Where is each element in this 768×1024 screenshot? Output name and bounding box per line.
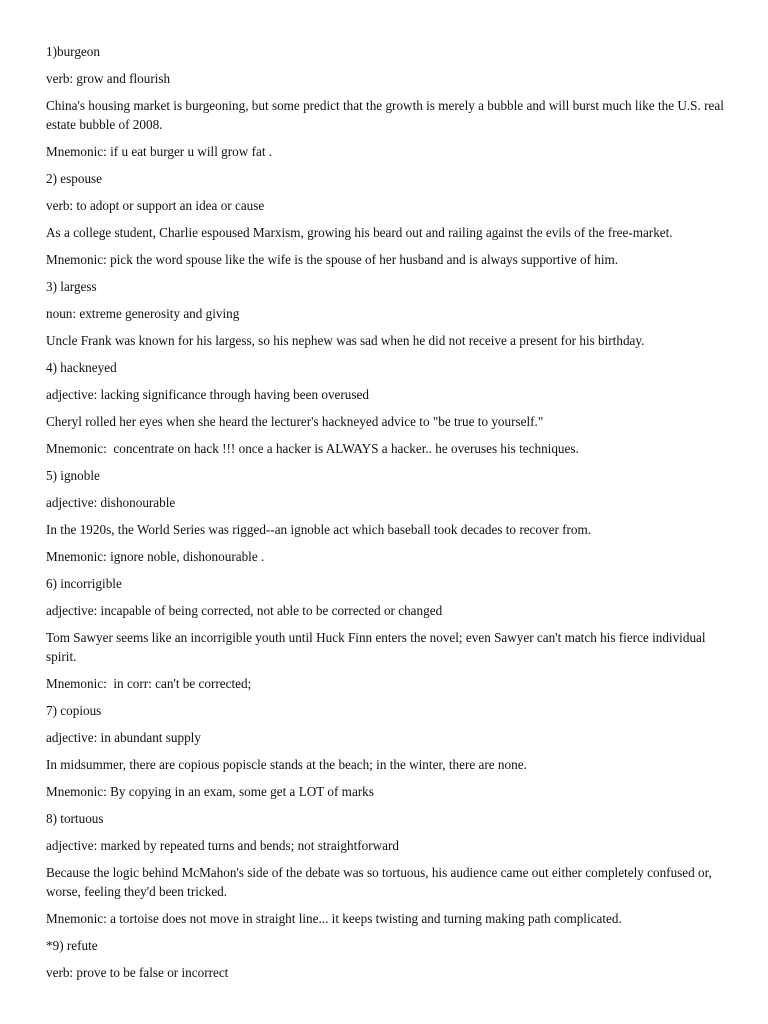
paragraph: verb: grow and flourish <box>46 71 171 86</box>
paragraph: In midsummer, there are copious popiscle stands at the beach; in the winter, there are none. <box>46 757 527 772</box>
paragraph: verb: prove to be false or incorrect <box>46 965 229 980</box>
paragraph: adjective: incapable of being corrected, not able to be corrected or changed <box>46 603 443 618</box>
paragraph: Mnemonic: concentrate on hack !!! once a hacker is ALWAYS a hacker.. he overuses his techniques. <box>46 441 579 456</box>
paragraph: 7) copious <box>46 703 102 718</box>
paragraph: adjective: dishonourable <box>46 495 176 510</box>
paragraph: Mnemonic: By copying in an exam, some get a LOT of marks <box>46 784 374 799</box>
paragraph: As a college student, Charlie espoused Marxism, growing his beard out and railing against the evils of the free-market. <box>46 225 673 240</box>
paragraph: China's housing market is burgeoning, but some predict that the growth is merely a bubble and will burst much like the U.S. real estate bubble of 2008. <box>46 98 728 132</box>
paragraph: Mnemonic: a tortoise does not move in straight line... it keeps twisting and turning making path complicated. <box>46 911 622 926</box>
paragraph: Mnemonic: in corr: can't be corrected; <box>46 676 252 691</box>
paragraph: Because the logic behind McMahon's side of the debate was so tortuous, his audience came out either completely confused or, worse, feeling they'd been tricked. <box>46 865 716 899</box>
paragraph: verb: to adopt or support an idea or cause <box>46 198 265 213</box>
paragraph: In the 1920s, the World Series was rigged--an ignoble act which baseball took decades to recover from. <box>46 522 592 537</box>
paragraph: 6) incorrigible <box>46 576 122 591</box>
paragraph: adjective: marked by repeated turns and bends; not straightforward <box>46 838 400 853</box>
paragraph: 4) hackneyed <box>46 360 117 375</box>
paragraph: adjective: lacking significance through having been overused <box>46 387 369 402</box>
paragraph: adjective: in abundant supply <box>46 730 201 745</box>
paragraph: Tom Sawyer seems like an incorrigible youth until Huck Finn enters the novel; even Sawyer can't match his fierce individual spirit. <box>46 630 709 664</box>
paragraph: Mnemonic: ignore noble, dishonourable . <box>46 549 265 564</box>
paragraph: 3) largess <box>46 279 97 294</box>
paragraph: Mnemonic: pick the word spouse like the wife is the spouse of her husband and is always supportive of him. <box>46 252 619 267</box>
paragraph: noun: extreme generosity and giving <box>46 306 240 321</box>
paragraph: 8) tortuous <box>46 811 104 826</box>
paragraph: Uncle Frank was known for his largess, so his nephew was sad when he did not receive a present for his birthday. <box>46 333 645 348</box>
paragraph: Cheryl rolled her eyes when she heard the lecturer's hackneyed advice to "be true to yourself." <box>46 414 544 429</box>
paragraph: 2) espouse <box>46 171 103 186</box>
paragraph: *9) refute <box>46 938 98 953</box>
paragraph: 1)burgeon <box>46 44 100 59</box>
paragraph: Mnemonic: if u eat burger u will grow fat . <box>46 144 273 159</box>
paragraph: 5) ignoble <box>46 468 100 483</box>
